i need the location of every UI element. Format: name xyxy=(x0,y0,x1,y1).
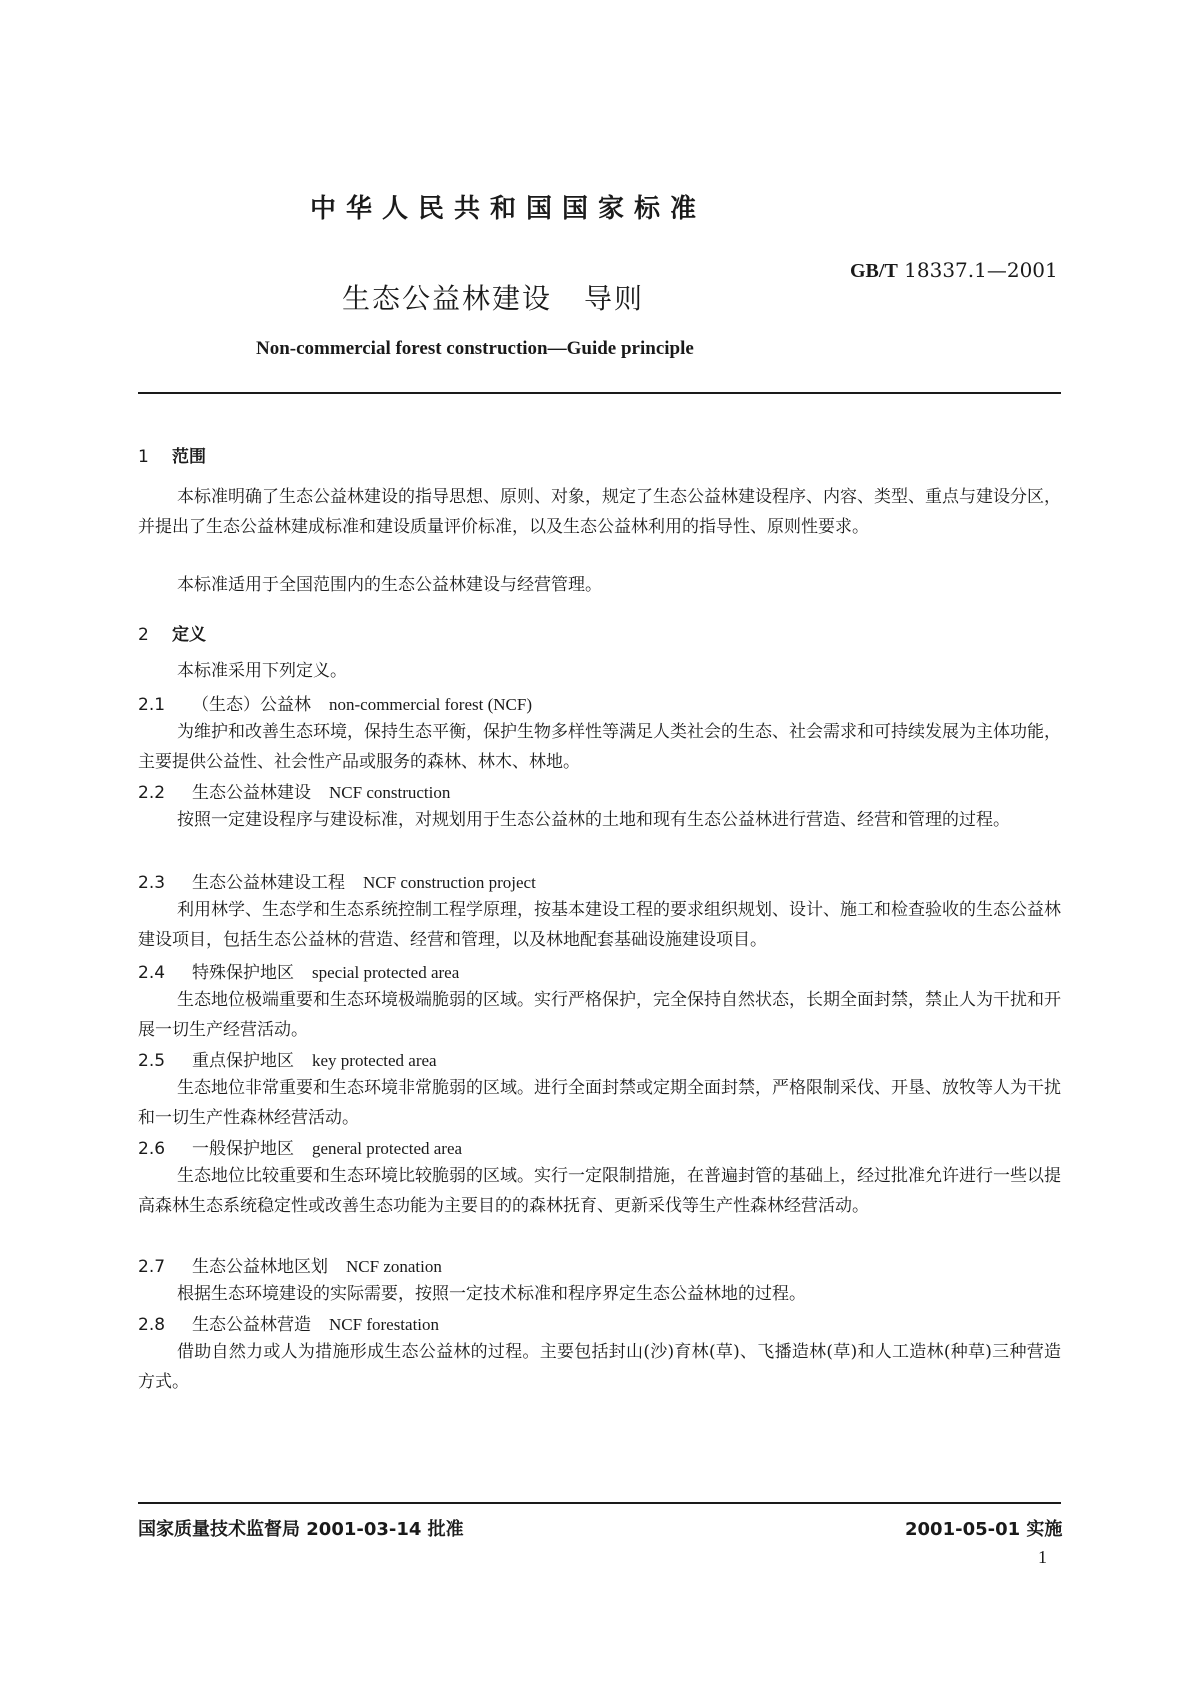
definition-term: 特殊保护地区 xyxy=(192,963,294,983)
definition-term: 生态公益林建设 xyxy=(192,783,311,803)
section-2-heading xyxy=(138,620,206,645)
definition-heading xyxy=(138,1252,442,1277)
definition-heading xyxy=(138,1046,437,1071)
definition-heading xyxy=(138,690,532,715)
definition-text: 生态地位比较重要和生态环境比较脆弱的区域。实行一定限制措施，在普遍封管的基础上，经过批准允许进行一些以提高森林生态系统稳定性或改善生态功能为主要目的的森林抚育、更新采伐等生产性森林经营活动。 xyxy=(138,1166,1061,1216)
definition-english: special protected area xyxy=(312,963,460,982)
page-number: 1 xyxy=(1038,1547,1047,1567)
section-number: 1 xyxy=(138,447,149,467)
section-1-heading xyxy=(138,442,206,467)
effective-date: 2001-05-01 实施 xyxy=(905,1519,1063,1540)
document-title-main: 生态公益林建设 xyxy=(342,282,553,315)
section-title: 定义 xyxy=(172,625,206,645)
scope-paragraph-1: 本标准明确了生态公益林建设的指导思想、原则、对象，规定了生态公益林建设程序、内容、类型、重点与建设分区，并提出了生态公益林建成标准和建设质量评价标准，以及生态公益林利用的指导性、原则性要求。 xyxy=(138,487,1061,537)
definition-number: 2.4 xyxy=(138,963,166,983)
definition-text: 生态地位极端重要和生态环境极端脆弱的区域。实行严格保护，完全保持自然状态，长期全面封禁，禁止人为干扰和开展一切生产经营活动。 xyxy=(138,990,1061,1040)
english-title: Non-commercial forest construction—Guide principle xyxy=(256,338,694,359)
standard-code xyxy=(850,258,1058,283)
definition-english: NCF construction project xyxy=(363,873,536,892)
definition-heading xyxy=(138,1134,462,1159)
standard-code-prefix: GB/T xyxy=(850,260,898,282)
standard-code-number: 18337.1—2001 xyxy=(897,258,1058,282)
definition-term: （生态）公益林 xyxy=(192,695,311,715)
definition-number: 2.3 xyxy=(138,873,166,893)
definition-heading xyxy=(138,778,450,803)
definition-number: 2.8 xyxy=(138,1315,166,1335)
definition-text: 为维护和改善生态环境，保持生态平衡，保护生物多样性等满足人类社会的生态、社会需求和可持续发展为主体功能，主要提供公益性、社会性产品或服务的森林、林木、林地。 xyxy=(138,722,1061,772)
definition-english: NCF zonation xyxy=(346,1257,442,1276)
definition-term: 重点保护地区 xyxy=(192,1051,294,1071)
definition-heading xyxy=(138,1310,439,1335)
definition-number: 2.1 xyxy=(138,695,166,715)
definition-text: 利用林学、生态学和生态系统控制工程学原理，按基本建设工程的要求组织规划、设计、施工和检查验收的生态公益林建设项目，包括生态公益林的营造、经营和管理，以及林地配套基础设施建设项目。 xyxy=(138,900,1061,950)
standard-category-title: 中华人民共和国国家标准 xyxy=(310,194,707,224)
section-title: 范围 xyxy=(172,447,206,467)
definition-term: 生态公益林地区划 xyxy=(192,1257,328,1277)
definition-heading xyxy=(138,868,536,893)
definition-text: 生态地位非常重要和生态环境非常脆弱的区域。进行全面封禁或定期全面封禁，严格限制采伐、开垦、放牧等人为干扰和一切生产性森林经营活动。 xyxy=(138,1078,1061,1128)
header-divider xyxy=(138,392,1061,394)
footer-divider xyxy=(138,1502,1061,1504)
definition-number: 2.5 xyxy=(138,1051,166,1071)
definition-english: non-commercial forest (NCF) xyxy=(329,695,532,714)
section-number: 2 xyxy=(138,625,149,645)
definition-number: 2.6 xyxy=(138,1139,166,1159)
definition-english: NCF forestation xyxy=(329,1315,440,1334)
document-title xyxy=(342,277,644,317)
definition-english: key protected area xyxy=(312,1051,437,1070)
definition-term: 一般保护地区 xyxy=(192,1139,294,1159)
document-title-sub: 导则 xyxy=(584,282,645,315)
definition-english: NCF construction xyxy=(329,783,451,802)
definition-text: 借助自然力或人为措施形成生态公益林的过程。主要包括封山(沙)育林(草)、飞播造林(草)和人工造林(种草)三种营造方式。 xyxy=(138,1342,1061,1392)
definition-number: 2.7 xyxy=(138,1257,166,1277)
scope-paragraph-2: 本标准适用于全国范围内的生态公益林建设与经营管理。 xyxy=(177,575,602,595)
definition-text: 根据生态环境建设的实际需要，按照一定技术标准和程序界定生态公益林地的过程。 xyxy=(177,1284,806,1304)
definition-number: 2.2 xyxy=(138,783,166,803)
definition-term: 生态公益林营造 xyxy=(192,1315,311,1335)
definition-text: 按照一定建设程序与建设标准，对规划用于生态公益林的土地和现有生态公益林进行营造、经营和管理的过程。 xyxy=(177,810,1010,830)
definitions-intro: 本标准采用下列定义。 xyxy=(177,661,347,681)
definition-english: general protected area xyxy=(312,1139,463,1158)
definition-term: 生态公益林建设工程 xyxy=(192,873,345,893)
definition-heading xyxy=(138,958,459,983)
approval-date: 国家质量技术监督局 2001-03-14 批准 xyxy=(138,1519,464,1540)
